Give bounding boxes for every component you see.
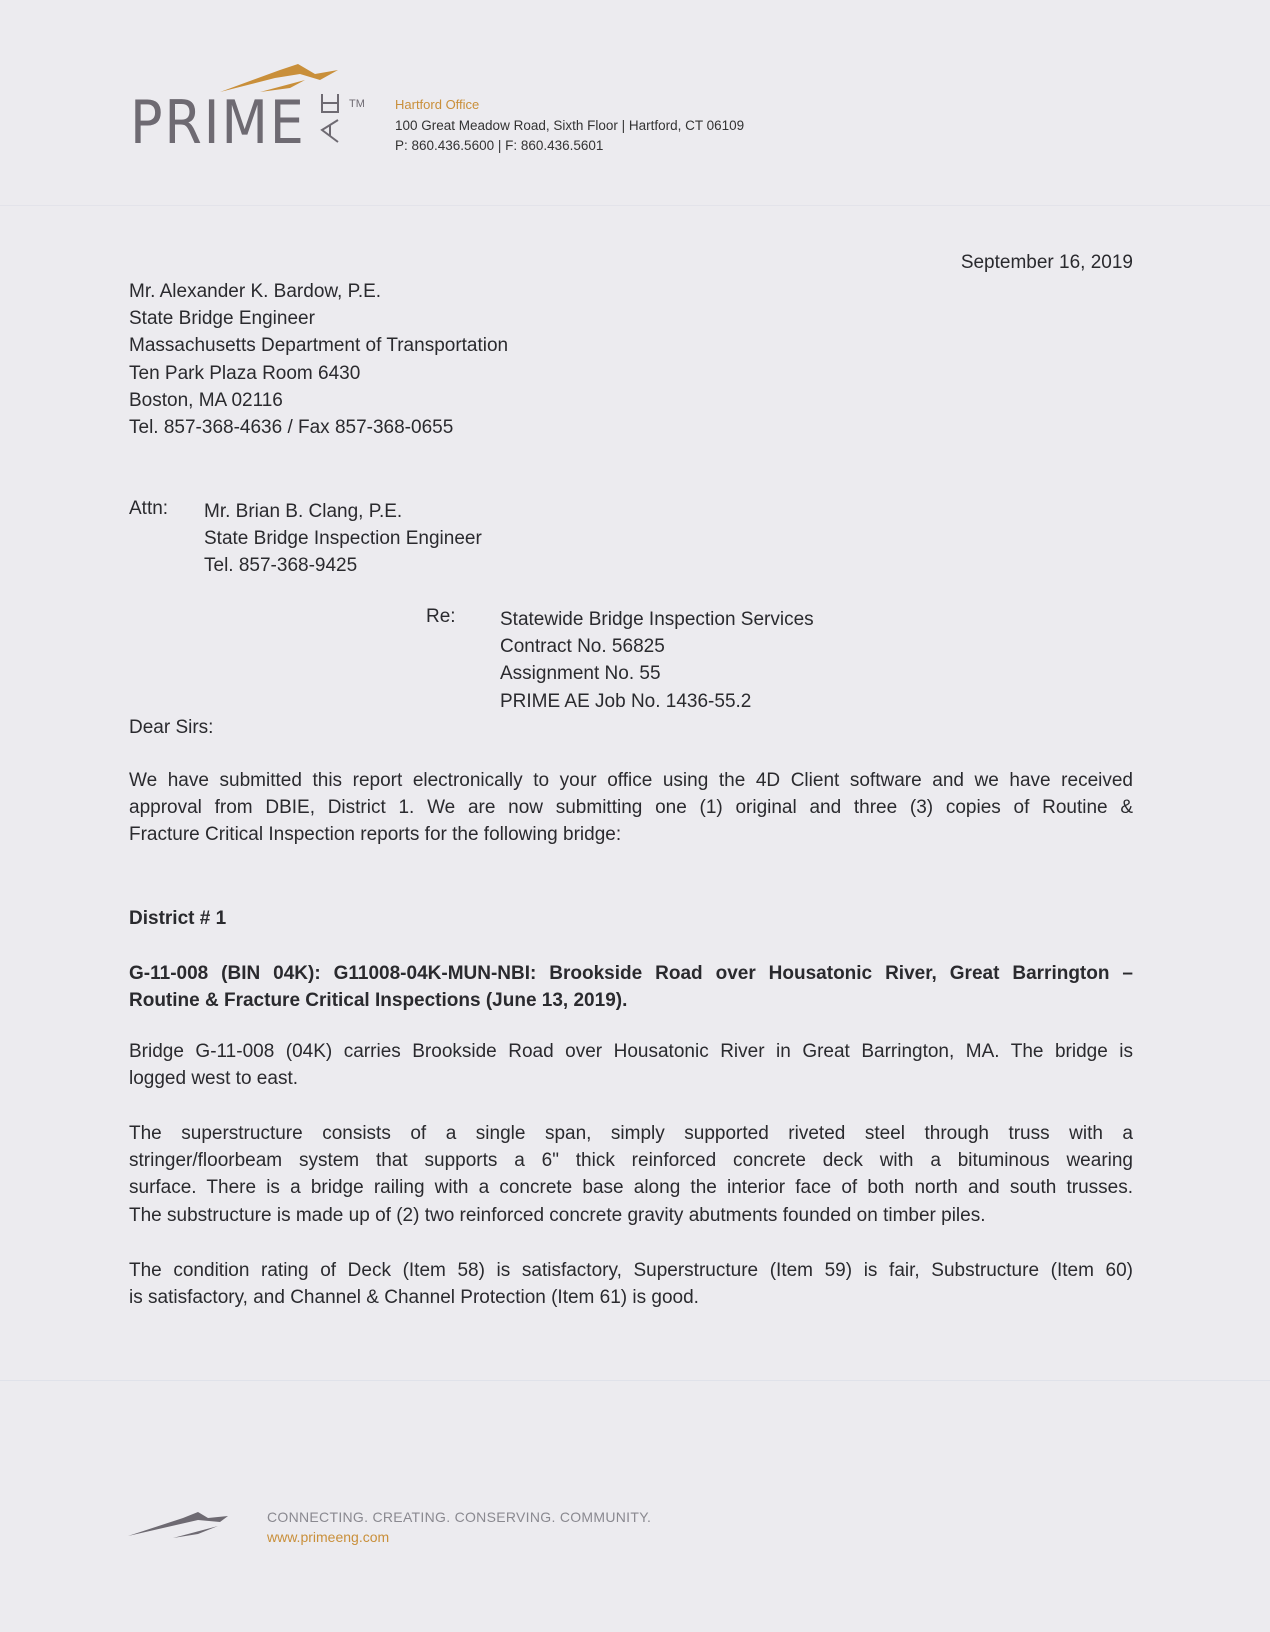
recipient-line: Massachusetts Department of Transportation xyxy=(129,335,509,357)
re-block xyxy=(500,606,814,715)
footer-website-link[interactable]: www.primeeng.com xyxy=(267,1529,390,1545)
paragraph-line: is satisfactory, and Channel & Channel Protection (Item 61) is good. xyxy=(129,1287,699,1309)
letter-date: September 16, 2019 xyxy=(960,252,1133,273)
intro-paragraph xyxy=(129,767,1133,849)
heading-line: G-11-008 (BIN 04K): G11008-04K-MUN-NBI: Brookside Road over Housatonic River, Great Barrington – xyxy=(129,963,1133,984)
paragraph-line: stringer/floorbeam system that supports a 6" thick reinforced concrete deck with a bituminous wearing xyxy=(129,1150,1133,1172)
attn-block xyxy=(204,498,482,580)
trademark: TM xyxy=(349,98,365,110)
scan-line xyxy=(0,1380,1270,1381)
re-line: Statewide Bridge Inspection Services xyxy=(500,609,814,630)
logo-ae-mark xyxy=(320,92,340,146)
re-line: Contract No. 56825 xyxy=(500,636,665,658)
attn-label: Attn: xyxy=(129,498,169,519)
bridge-heading xyxy=(129,960,1133,1014)
paragraph-line: Fracture Critical Inspection reports for the following bridge: xyxy=(129,824,622,846)
scan-line xyxy=(0,205,1270,206)
bridge-paragraph xyxy=(129,1038,1133,1092)
phone-fax: P: 860.436.5600 | F: 860.436.5601 xyxy=(395,138,604,153)
paragraph-line: approval from DBIE, District 1. We are now submitting one (1) original and three (3) copies of Routine & xyxy=(129,797,1133,819)
condition-paragraph xyxy=(129,1257,1133,1311)
attn-line: Mr. Brian B. Clang, P.E. xyxy=(204,501,403,522)
address-line: 100 Great Meadow Road, Sixth Floor | Hartford, CT 06109 xyxy=(395,118,745,133)
paragraph-line: We have submitted this report electronically to your office using the 4D Client software and we have received xyxy=(129,770,1133,791)
office-name: Hartford Office xyxy=(395,97,480,112)
paragraph-line: The substructure is made up of (2) two reinforced concrete gravity abutments founded on timber piles. xyxy=(129,1204,986,1226)
footer-mountain-icon xyxy=(128,1508,248,1538)
district-heading: District # 1 xyxy=(129,908,227,929)
recipient-address xyxy=(129,278,508,441)
superstructure-paragraph xyxy=(129,1120,1133,1229)
paragraph-line: The condition rating of Deck (Item 58) is satisfactory, Superstructure (Item 59) is fair, Substructure (Item 60) xyxy=(129,1260,1133,1281)
attn-line: Tel. 857-368-9425 xyxy=(204,555,358,577)
paragraph-line: Bridge G-11-008 (04K) carries Brookside Road over Housatonic River in Great Barrington, MA. The bridge is xyxy=(129,1041,1133,1062)
footer-tagline: CONNECTING. CREATING. CONSERVING. COMMUNITY. xyxy=(267,1509,652,1525)
re-label: Re: xyxy=(426,606,456,627)
re-line: PRIME AE Job No. 1436-55.2 xyxy=(500,690,752,712)
recipient-line: Boston, MA 02116 xyxy=(129,389,283,411)
salutation: Dear Sirs: xyxy=(129,717,214,738)
recipient-line: Mr. Alexander K. Bardow, P.E. xyxy=(129,281,382,302)
paragraph-line: logged west to east. xyxy=(129,1068,298,1090)
logo-text: PRIME xyxy=(130,88,306,158)
recipient-line: State Bridge Engineer xyxy=(129,308,315,330)
office-address xyxy=(395,116,744,156)
paragraph-line: surface. There is a bridge railing with a concrete base along the interior face of both north and south trusses. xyxy=(129,1177,1133,1199)
re-line: Assignment No. 55 xyxy=(500,663,661,685)
recipient-line: Tel. 857-368-4636 / Fax 857-368-0655 xyxy=(129,417,454,439)
paragraph-line: The superstructure consists of a single span, simply supported riveted steel through truss with a xyxy=(129,1123,1133,1144)
attn-line: State Bridge Inspection Engineer xyxy=(204,528,482,550)
recipient-line: Ten Park Plaza Room 6430 xyxy=(129,362,361,384)
heading-line: Routine & Fracture Critical Inspections (June 13, 2019). xyxy=(129,990,628,1012)
